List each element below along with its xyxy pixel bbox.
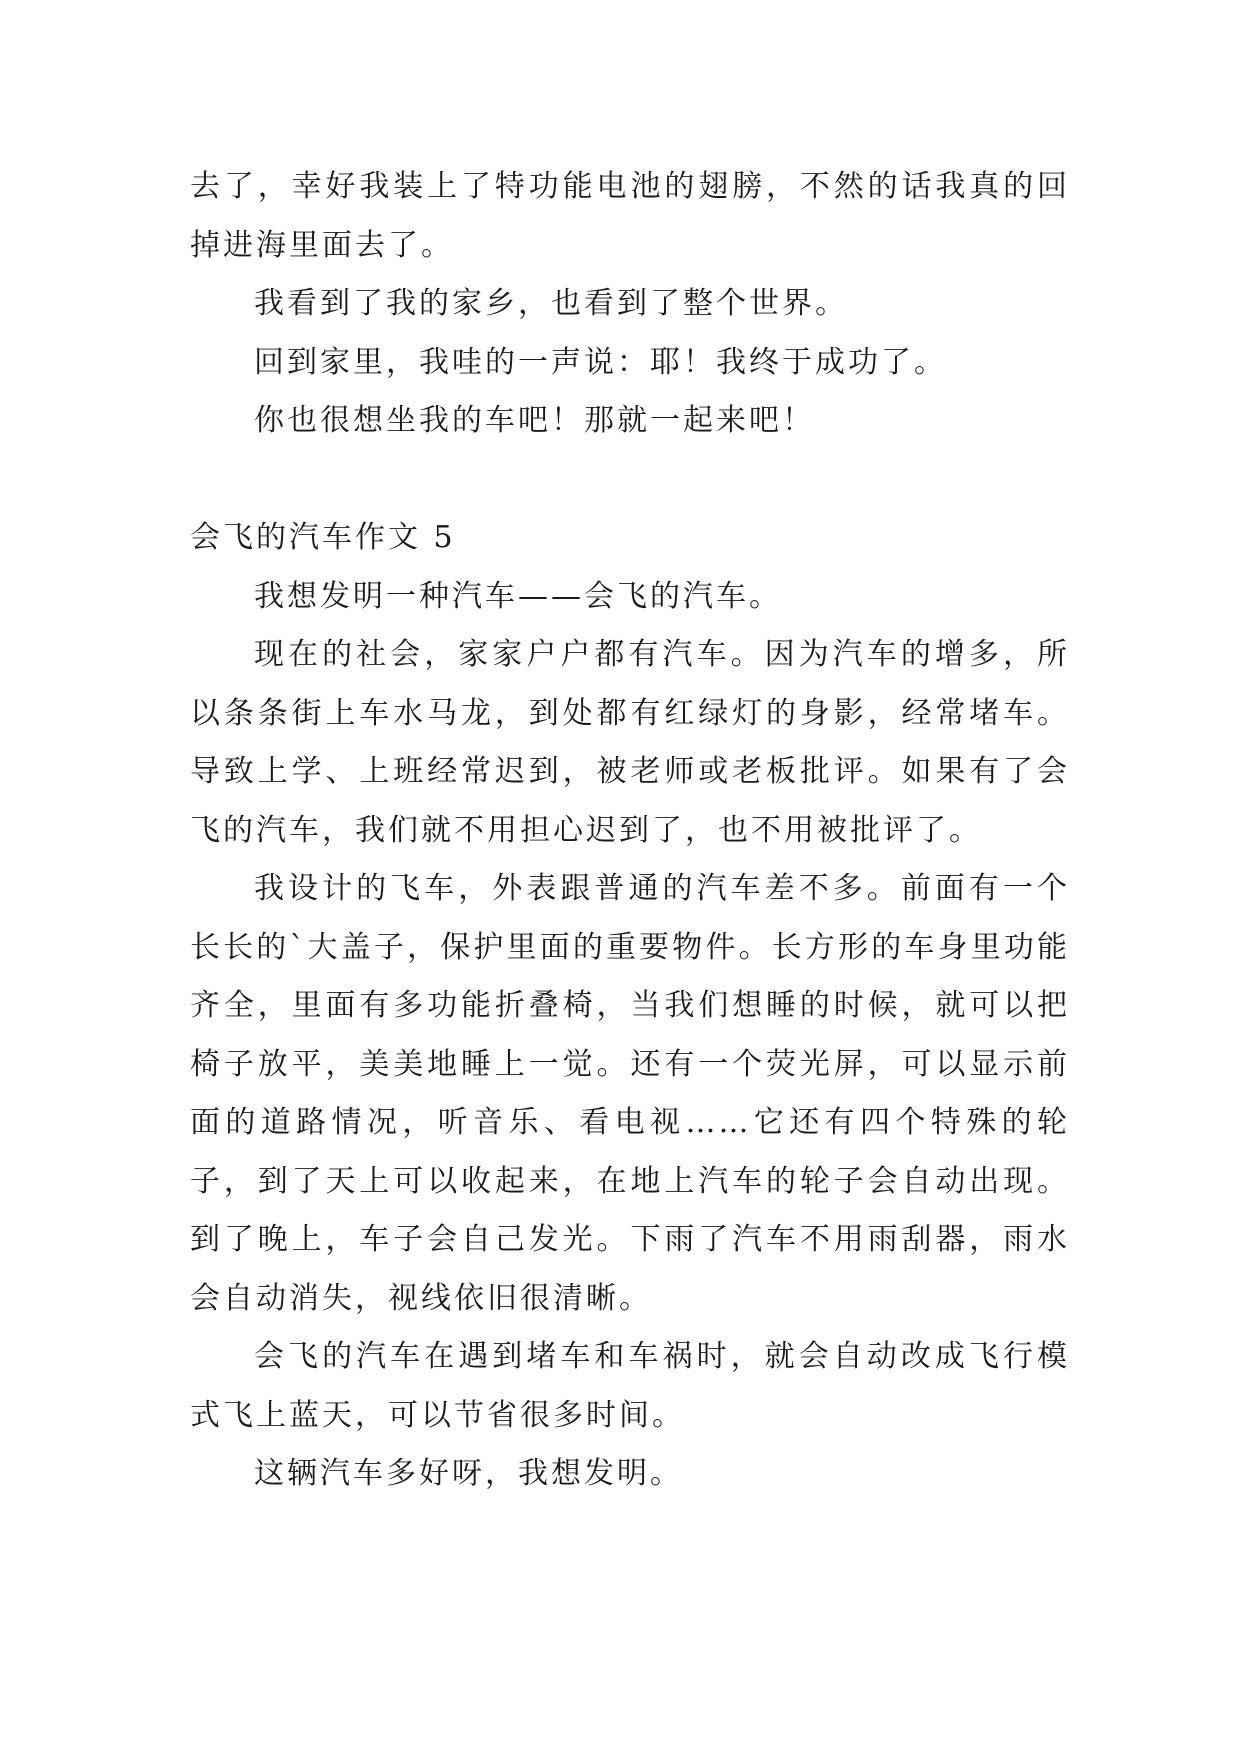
paragraph: 我设计的飞车，外表跟普通的汽车差不多。前面有一个长长的`大盖子，保护里面的重要物件。长方形的车身里功能齐全，里面有多功能折叠椅，当我们想睡的时候，就可以把椅子放平，美美地睡上一觉。还有一个荧光屏，可以显示前面的道路情况，听音乐、看电视……它还有四个特殊的轮子，到了天上可以收起来，在地上汽车的轮子会自动出现。到了晚上，车子会自己发光。下雨了汽车不用雨刮器，雨水会自动消失，视线依旧很清晰。 xyxy=(190,871,1070,1316)
paragraph: 你也很想坐我的车吧！那就一起来吧！ xyxy=(254,403,815,438)
document-body xyxy=(190,158,1070,1504)
paragraph: 现在的社会，家家户户都有汽车。因为汽车的增多，所以条条街上车水马龙，到处都有红绿灯的身影，经常堵车。导致上学、上班经常迟到，被老师或老板批评。如果有了会飞的汽车，我们就不用担心迟到了，也不用被批评了。 xyxy=(190,637,1070,848)
section-gap xyxy=(190,451,1070,510)
section-title: 会飞的汽车作文 5 xyxy=(190,520,456,555)
paragraph-continuation: 去了，幸好我装上了特功能电池的翅膀，不然的话我真的回掉进海里面去了。 xyxy=(190,169,1070,263)
paragraph: 会飞的汽车在遇到堵车和车祸时，就会自动改成飞行模式飞上蓝天，可以节省很多时间。 xyxy=(190,1339,1070,1433)
paragraph: 我看到了我的家乡，也看到了整个世界。 xyxy=(254,286,848,321)
paragraph: 我想发明一种汽车——会飞的汽车。 xyxy=(254,578,782,614)
paragraph: 这辆汽车多好呀，我想发明。 xyxy=(254,1456,683,1491)
paragraph: 回到家里，我哇的一声说：耶！我终于成功了。 xyxy=(254,344,947,380)
